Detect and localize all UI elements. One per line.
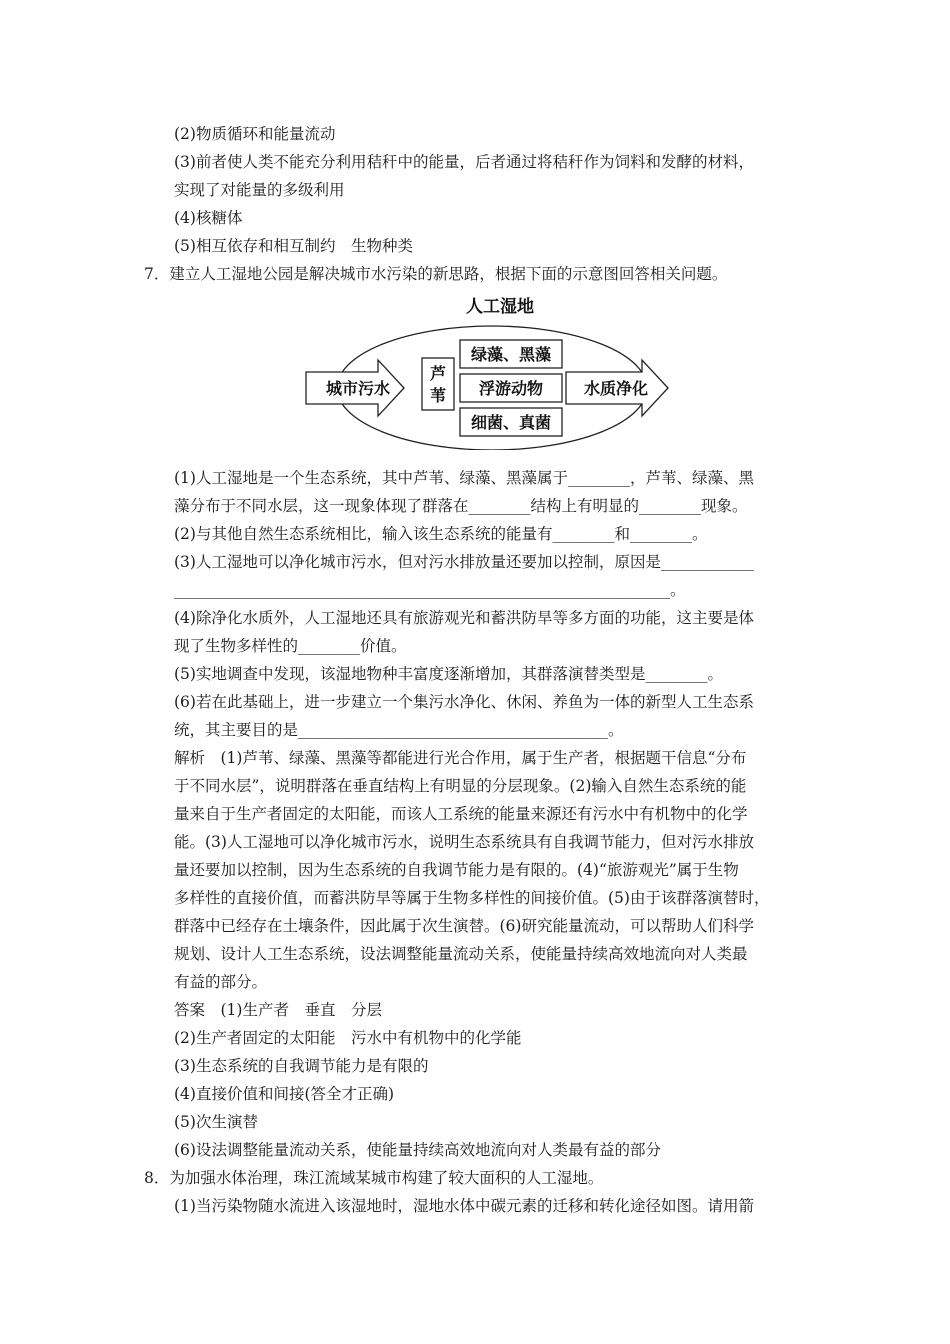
analysis-line: 于不同水层”，说明群落在垂直结构上有明显的分层现象。(2)输入自然生态系统的能 [174, 777, 747, 795]
analysis-line: 有益的部分。 [174, 973, 268, 991]
q6-answer-4: (4)核糖体 [174, 209, 243, 227]
q7-sub4-a: (4)除净化水质外，人工湿地还具有旅游观光和蓄洪防旱等多方面的功能，这主要是体 [174, 609, 754, 627]
q7-sub6-a: (6)若在此基础上，进一步建立一个集污水净化、休闲、养鱼为一体的新型人工生态系 [174, 693, 754, 711]
analysis-line: 群落中已经存在土壤条件，因此属于次生演替。(6)研究能量流动，可以帮助人们科学 [174, 917, 754, 935]
analysis-line: 量还要加以控制，因为生态系统的自我调节能力是有限的。(4)“旅游观光”属于生物 [174, 861, 739, 879]
analysis-line: 量来自于生产者固定的太阳能，而该人工系统的能量来源还有污水中有机物中的化学 [174, 805, 748, 823]
algae-label: 绿藻、黑藻 [470, 345, 552, 364]
input-label: 城市污水 [326, 379, 391, 398]
q7-sub1-a: (1)人工湿地是一个生态系统，其中芦苇、绿藻、黑藻属于________，芦苇、绿藻、黑 [174, 469, 754, 487]
q7-sub4-b: 现了生物多样性的________价值。 [174, 637, 407, 655]
answer-line: (4)直接价值和间接(答全才正确) [174, 1085, 395, 1103]
wetland-diagram [300, 290, 700, 450]
q7-sub6-b: 统，其主要目的是________________________________________。 [174, 721, 624, 739]
answer-line: 答案 (1)生产者 垂直 分层 [174, 1001, 382, 1019]
q7-sub5: (5)实地调查中发现，该湿地物种丰富度逐渐增加，其群落演替类型是________。 [174, 665, 723, 683]
q7-sub1-b: 藻分布于不同水层，这一现象体现了群落在________结构上有明显的________现象。 [174, 497, 748, 515]
answer-line: (3)生态系统的自我调节能力是有限的 [174, 1057, 429, 1075]
analysis-line: 能。(3)人工湿地可以净化城市污水，说明生态系统具有自我调节能力，但对污水排放 [174, 833, 754, 851]
q8-stem: 8．为加强水体治理，珠江流域某城市构建了较大面积的人工湿地。 [144, 1169, 604, 1187]
analysis-line: 解析 (1)芦苇、绿藻、黑藻等都能进行光合作用，属于生产者，根据题干信息“分布 [174, 749, 747, 767]
zooplankton-label: 浮游动物 [478, 379, 544, 398]
q7-sub3-b: ________________________________________________________________。 [174, 581, 686, 599]
diagram-title: 人工湿地 [466, 297, 534, 317]
output-label: 水质净化 [584, 379, 649, 398]
q6-answer-3b: 实现了对能量的多级利用 [174, 181, 345, 199]
microbe-label: 细菌、真菌 [470, 413, 552, 432]
q6-answer-2: (2)物质循环和能量流动 [174, 125, 336, 143]
q7-sub2: (2)与其他自然生态系统相比，输入该生态系统的能量有________和________。 [174, 525, 708, 543]
answer-line: (2)生产者固定的太阳能 污水中有机物中的化学能 [174, 1029, 522, 1047]
q6-answer-3a: (3)前者使人类不能充分利用秸秆中的能量，后者通过将秸秆作为饲料和发酵的材料， [174, 153, 754, 171]
analysis-line: 规划、设计人工生态系统，设法调整能量流动关系，使能量持续高效地流向对人类最 [174, 945, 748, 963]
answer-line: (5)次生演替 [174, 1113, 258, 1131]
q7-sub3-a: (3)人工湿地可以净化城市污水，但对污水排放量还要加以控制，原因是____________ [174, 553, 754, 571]
analysis-line: 多样性的直接价值，而蓄洪防旱等属于生物多样性的间接价值。(5)由于该群落演替时， [174, 889, 770, 907]
reed-label-2: 苇 [429, 386, 447, 405]
reed-label-1: 芦 [429, 364, 447, 383]
answer-line: (6)设法调整能量流动关系，使能量持续高效地流向对人类最有益的部分 [174, 1141, 661, 1159]
q7-stem: 7．建立人工湿地公园是解决城市水污染的新思路，根据下面的示意图回答相关问题。 [144, 265, 728, 283]
q8-sub1: (1)当污染物随水流进入该湿地时，湿地水体中碳元素的迁移和转化途径如图。请用箭 [174, 1197, 754, 1215]
q6-answer-5: (5)相互依存和相互制约 生物种类 [174, 237, 413, 255]
